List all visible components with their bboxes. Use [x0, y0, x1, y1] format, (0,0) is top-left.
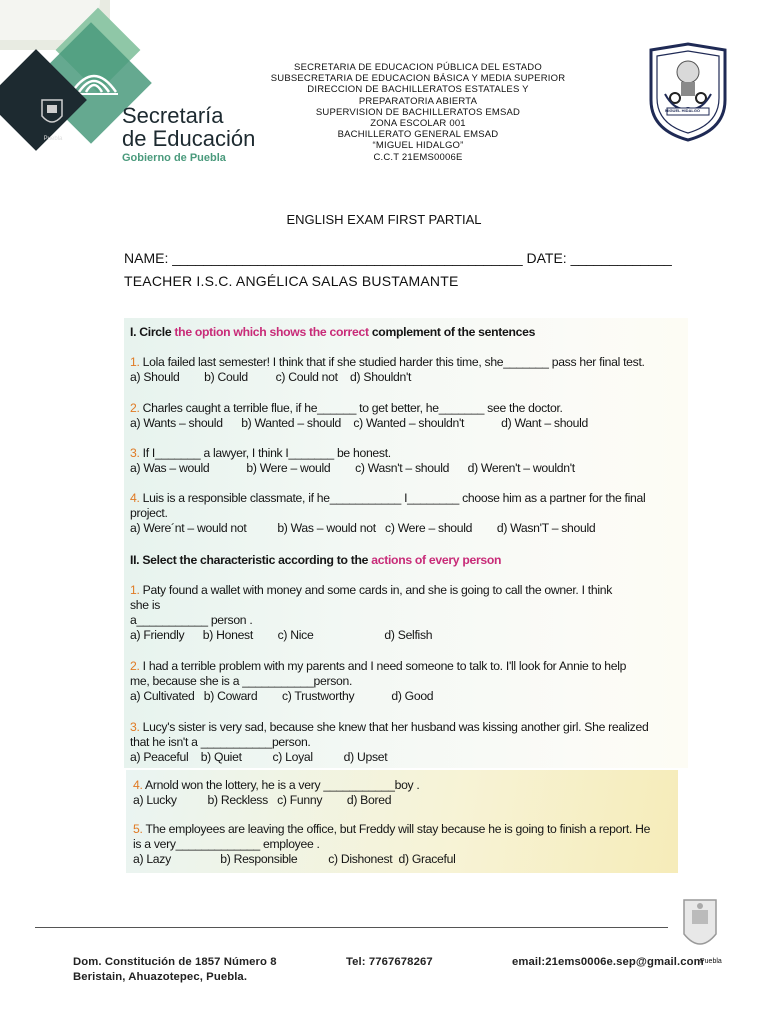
- question-item: 1. Paty found a wallet with money and some cards in, and she is going to call the owner. I think she is a___________ person . a) Friendly b) Honest c) Nice d) Selfish: [130, 583, 613, 642]
- shield-label: MIGUEL HIDALGO: [665, 108, 701, 113]
- header-line: SECRETARIA DE EDUCACION PÚBLICA DEL ESTADO: [294, 62, 542, 73]
- answer-options[interactable]: a) Lazy b) Responsible c) Dishonest d) Graceful: [133, 852, 456, 866]
- logo-badge-label: Puebla: [43, 136, 63, 142]
- header-line: DIRECCION DE BACHILLERATOS ESTATALES Y: [307, 84, 529, 96]
- school-shield-icon: [645, 42, 731, 142]
- answer-options[interactable]: a) Was – would b) Were – would c) Wasn't – should d) Weren't – wouldn't: [130, 461, 575, 475]
- header-line: C.C.T 21EMS0006E: [373, 151, 463, 163]
- question-item: 1. Lola failed last semester! I think that if she studied harder this time, she_______ pass her final test. a) Should b) Could c) Could not d) Shouldn't: [130, 355, 645, 384]
- answer-options[interactable]: a) Should b) Could c) Could not d) Shouldn't: [130, 370, 412, 384]
- seal-label: Puebla: [700, 958, 722, 965]
- answer-options[interactable]: a) Lucky b) Reckless c) Funny d) Bored: [133, 793, 392, 807]
- footer-divider: [35, 927, 668, 928]
- header-line: “MIGUEL HIDALGO”: [372, 140, 464, 152]
- header-line: BACHILLERATO GENERAL EMSAD: [337, 129, 499, 141]
- question-item: 2. I had a terrible problem with my parents and I need someone to talk to. I'll look for Annie to help me, because she is a ___________person. a) Cultivated b) Coward c) Trustworthy d) Good: [130, 659, 627, 703]
- question-item: 3. Lucy's sister is very sad, because she knew that her husband was kissing another girl. She realized that he isn't a ___________person. a) Peaceful b) Quiet c) Loyal d) Upset: [130, 720, 649, 764]
- answer-options[interactable]: a) Wants – should b) Wanted – should c) Wanted – shouldn't d) Want – should: [130, 416, 589, 430]
- question-item: 5. The employees are leaving the office, but Freddy will stay because he is going to finish a report. He is a very_____________ employee . a) Lazy b) Responsible c) Dishonest d) Graceful: [133, 822, 651, 866]
- section1-heading: I. Circle the option which shows the correct complement of the sentences: [130, 325, 536, 339]
- header-line: SUPERVISION DE BACHILLERATOS EMSAD: [315, 106, 521, 118]
- logo-subtitle: Gobierno de Puebla: [122, 152, 226, 164]
- puebla-seal-icon: [680, 896, 720, 956]
- logo-title-line2: de Educación: [122, 126, 256, 151]
- question-item: 4. Luis is a responsible classmate, if he___________ I________ choose him as a partner for the final project. a) Were´nt – would not b) Was – would not c) Were – should d) Wasn'T – should: [130, 491, 646, 535]
- puebla-crest-icon: [40, 98, 64, 128]
- logo-title: [122, 104, 255, 150]
- answer-options[interactable]: a) Were´nt – would not b) Was – would not c) Were – should d) Wasn'T – should: [130, 521, 596, 535]
- question-item: 4. Arnold won the lottery, he is a very ___________boy . a) Lucky b) Reckless c) Funny d) Bored: [133, 778, 420, 807]
- answer-options[interactable]: a) Friendly b) Honest c) Nice d) Selfish: [130, 628, 433, 642]
- name-date-line: NAME: _____________________________________________ DATE: _____________: [124, 250, 672, 266]
- header-line: SUBSECRETARIA DE EDUCACION BÁSICA Y MEDIA SUPERIOR: [270, 73, 566, 85]
- header-line: PREPARATORIA ABIERTA: [358, 95, 478, 107]
- section2-heading: II. Select the characteristic according to the actions of every person: [130, 553, 502, 567]
- logo-title-line1: Secretaría: [122, 103, 224, 128]
- exam-title: ENGLISH EXAM FIRST PARTIAL: [286, 212, 482, 227]
- answer-options[interactable]: a) Cultivated b) Coward c) Trustworthy d) Good: [130, 689, 434, 703]
- question-item: 2. Charles caught a terrible flue, if he______ to get better, he_______ see the doctor. a) Wants – should b) Wanted – should c) Wanted – shouldn't d) Want – should: [130, 401, 589, 430]
- footer-tel: Tel: 7767678267: [346, 956, 433, 968]
- answer-options[interactable]: a) Peaceful b) Quiet c) Loyal d) Upset: [130, 750, 388, 764]
- teacher-line: TEACHER I.S.C. ANGÉLICA SALAS BUSTAMANTE: [124, 273, 459, 289]
- institution-header: [250, 62, 586, 163]
- question-item: 3. If I_______ a lawyer, I think I_______ be honest. a) Was – would b) Were – would c) Wasn't – should d) Weren't – wouldn't: [130, 446, 575, 475]
- header-line: ZONA ESCOLAR 001: [370, 118, 466, 130]
- footer-address: Dom. Constitución de 1857 Número 8 Beristain, Ahuazotepec, Puebla.: [73, 956, 277, 983]
- footer-email[interactable]: email:21ems0006e.sep@gmail.com: [512, 956, 704, 968]
